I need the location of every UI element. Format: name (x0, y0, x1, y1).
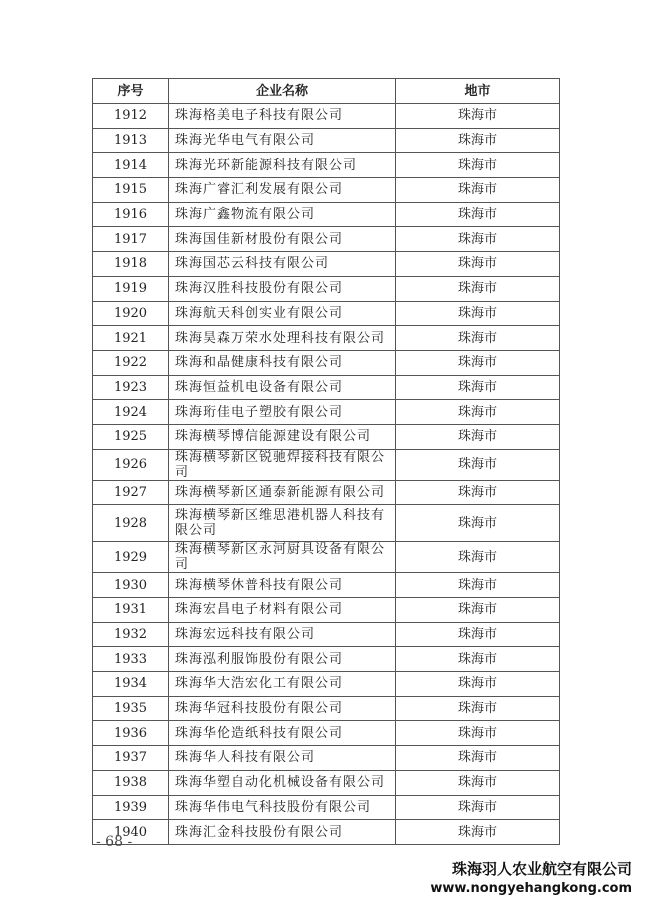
row-city: 珠海市 (396, 542, 560, 573)
row-city: 珠海市 (396, 350, 560, 375)
table-row (93, 598, 560, 623)
row-company: 珠海横琴新区锐驰焊接科技有限公司 (169, 449, 396, 480)
table-row (93, 276, 560, 301)
row-company: 珠海横琴新区永河厨具设备有限公司 (169, 542, 396, 573)
row-company: 珠海汇金科技股份有限公司 (169, 820, 396, 845)
row-company: 珠海国佳新材股份有限公司 (169, 227, 396, 252)
row-number: 1924 (93, 400, 169, 425)
row-company: 珠海横琴新区通泰新能源有限公司 (169, 480, 396, 505)
table-row (93, 696, 560, 721)
row-number: 1922 (93, 350, 169, 375)
row-company: 珠海格美电子科技有限公司 (169, 104, 396, 129)
table-row (93, 227, 560, 252)
row-company: 珠海横琴新区维思港机器人科技有限公司 (169, 505, 396, 542)
row-number: 1932 (93, 622, 169, 647)
table-row (93, 178, 560, 203)
row-company: 珠海恒益机电设备有限公司 (169, 375, 396, 400)
table-row (93, 301, 560, 326)
row-city: 珠海市 (396, 672, 560, 697)
table-row (93, 424, 560, 449)
row-city: 珠海市 (396, 202, 560, 227)
header-company: 企业名称 (169, 79, 396, 104)
header-city: 地市 (396, 79, 560, 104)
table-row (93, 252, 560, 277)
table-row (93, 400, 560, 425)
row-city: 珠海市 (396, 400, 560, 425)
row-city: 珠海市 (396, 770, 560, 795)
table-row (93, 104, 560, 129)
row-number: 1928 (93, 505, 169, 542)
row-company: 珠海泓利服饰股份有限公司 (169, 647, 396, 672)
table-row (93, 820, 560, 845)
row-company: 珠海昊森万荣水处理科技有限公司 (169, 326, 396, 351)
row-company: 珠海宏昌电子材料有限公司 (169, 598, 396, 623)
row-company: 珠海华伟电气科技股份有限公司 (169, 795, 396, 820)
row-number: 1933 (93, 647, 169, 672)
row-city: 珠海市 (396, 227, 560, 252)
row-city: 珠海市 (396, 153, 560, 178)
company-list-table (92, 78, 560, 845)
row-number: 1920 (93, 301, 169, 326)
row-number: 1931 (93, 598, 169, 623)
row-city: 珠海市 (396, 424, 560, 449)
row-number: 1937 (93, 746, 169, 771)
watermark (430, 858, 632, 896)
row-company: 珠海横琴博信能源建设有限公司 (169, 424, 396, 449)
row-number: 1923 (93, 375, 169, 400)
row-city: 珠海市 (396, 178, 560, 203)
table-row (93, 721, 560, 746)
row-city: 珠海市 (396, 746, 560, 771)
row-number: 1921 (93, 326, 169, 351)
row-company: 珠海华伦造纸科技有限公司 (169, 721, 396, 746)
header-number: 序号 (93, 79, 169, 104)
table-row (93, 672, 560, 697)
row-city: 珠海市 (396, 104, 560, 129)
table-row (93, 350, 560, 375)
row-city: 珠海市 (396, 598, 560, 623)
row-city: 珠海市 (396, 721, 560, 746)
row-number: 1938 (93, 770, 169, 795)
row-company: 珠海航天科创实业有限公司 (169, 301, 396, 326)
table-row (93, 449, 560, 480)
row-number: 1939 (93, 795, 169, 820)
watermark-url: www.nongyehangkong.com (430, 881, 632, 896)
row-number: 1929 (93, 542, 169, 573)
row-company: 珠海珩佳电子塑胶有限公司 (169, 400, 396, 425)
row-number: 1936 (93, 721, 169, 746)
row-city: 珠海市 (396, 505, 560, 542)
table-row (93, 622, 560, 647)
row-city: 珠海市 (396, 573, 560, 598)
row-number: 1940 (93, 820, 169, 845)
row-company: 珠海华冠科技股份有限公司 (169, 696, 396, 721)
row-company: 珠海光华电气有限公司 (169, 128, 396, 153)
row-company: 珠海华人科技有限公司 (169, 746, 396, 771)
row-company: 珠海华大浩宏化工有限公司 (169, 672, 396, 697)
table-row (93, 746, 560, 771)
table-row (93, 647, 560, 672)
row-number: 1913 (93, 128, 169, 153)
watermark-company: 珠海羽人农业航空有限公司 (451, 860, 632, 878)
table-body (93, 104, 560, 845)
table-row (93, 480, 560, 505)
table-row (93, 202, 560, 227)
row-city: 珠海市 (396, 622, 560, 647)
row-company: 珠海汉胜科技股份有限公司 (169, 276, 396, 301)
row-company: 珠海华塑自动化机械设备有限公司 (169, 770, 396, 795)
row-number: 1912 (93, 104, 169, 129)
row-city: 珠海市 (396, 480, 560, 505)
row-city: 珠海市 (396, 795, 560, 820)
row-number: 1925 (93, 424, 169, 449)
page-number: - 68 - (96, 834, 133, 850)
row-company: 珠海广睿汇利发展有限公司 (169, 178, 396, 203)
row-company: 珠海国芯云科技有限公司 (169, 252, 396, 277)
row-city: 珠海市 (396, 301, 560, 326)
row-city: 珠海市 (396, 375, 560, 400)
table-row (93, 542, 560, 573)
row-number: 1917 (93, 227, 169, 252)
row-company: 珠海宏远科技有限公司 (169, 622, 396, 647)
row-company: 珠海光环新能源科技有限公司 (169, 153, 396, 178)
row-company: 珠海广鑫物流有限公司 (169, 202, 396, 227)
row-city: 珠海市 (396, 820, 560, 845)
row-number: 1915 (93, 178, 169, 203)
row-city: 珠海市 (396, 326, 560, 351)
row-city: 珠海市 (396, 276, 560, 301)
row-number: 1919 (93, 276, 169, 301)
table-row (93, 573, 560, 598)
row-city: 珠海市 (396, 647, 560, 672)
row-number: 1927 (93, 480, 169, 505)
table-row (93, 153, 560, 178)
row-city: 珠海市 (396, 449, 560, 480)
row-number: 1926 (93, 449, 169, 480)
table-header-row (93, 79, 560, 104)
row-number: 1935 (93, 696, 169, 721)
table-row (93, 505, 560, 542)
row-number: 1934 (93, 672, 169, 697)
row-company: 珠海横琴休普科技有限公司 (169, 573, 396, 598)
row-company: 珠海和晶健康科技有限公司 (169, 350, 396, 375)
table-row (93, 128, 560, 153)
table-row (93, 795, 560, 820)
row-city: 珠海市 (396, 128, 560, 153)
row-number: 1918 (93, 252, 169, 277)
row-city: 珠海市 (396, 252, 560, 277)
table-row (93, 326, 560, 351)
row-number: 1916 (93, 202, 169, 227)
table-row (93, 375, 560, 400)
row-city: 珠海市 (396, 696, 560, 721)
row-number: 1914 (93, 153, 169, 178)
table-row (93, 770, 560, 795)
row-number: 1930 (93, 573, 169, 598)
